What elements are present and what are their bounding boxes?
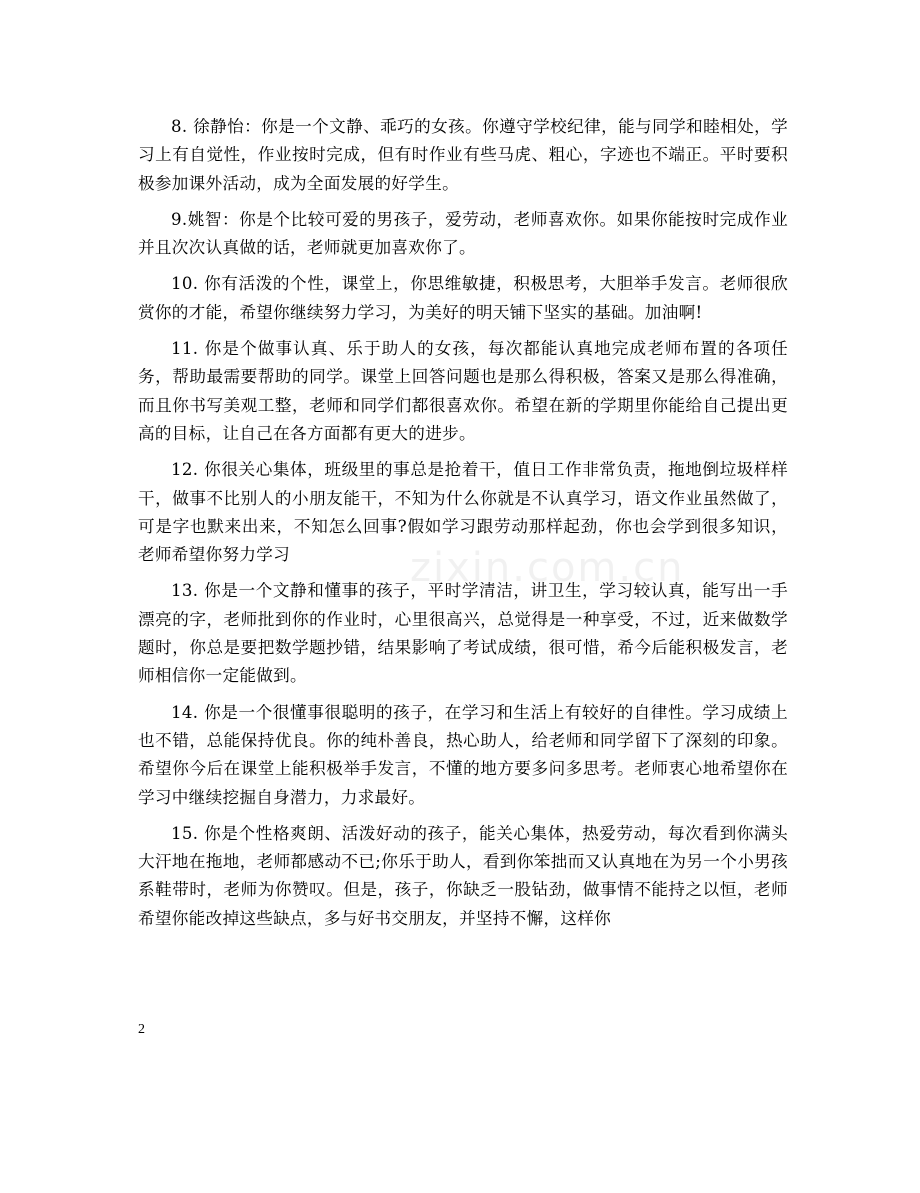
watermark: zixin.com.cn: [410, 545, 685, 591]
page-number: 2: [138, 1022, 145, 1037]
comment-paragraph-14: 14. 你是一个很懂事很聪明的孩子，在学习和生活上有较好的自律性。学习成绩上也不错，总能保持优良。你的纯朴善良，热心助人，给老师和同学留下了深刻的印象。希望你今后在课堂上能积极举手发言，不懂的地方要多问多思考。老师衷心地希望你在学习中继续挖掘自身潜力，力求最好。: [138, 702, 788, 807]
comment-paragraph-13: 13. 你是一个文静和懂事的孩子，平时学清洁，讲卫生，学习较认真，能写出一手漂亮的字，老师批到你的作业时，心里很高兴，总觉得是一种享受，不过，近来做数学题时，你总是要把数学题抄错，结果影响了考试成绩，很可惜，希今后能积极发言，老师相信你一定能做到。: [138, 581, 788, 686]
comment-paragraph-12: 12. 你很关心集体，班级里的事总是抢着干，值日工作非常负责，拖地倒垃圾样样干，做事不比别人的小朋友能干，不知为什么你就是不认真学习，语文作业虽然做了，可是字也默来出来，不知怎么回事?假如学习跟劳动那样起劲，你也会学到很多知识，老师希望你努力学习: [138, 460, 788, 565]
comment-paragraph-15: 15. 你是个性格爽朗、活泼好动的孩子，能关心集体，热爱劳动，每次看到你满头大汗地在拖地，老师都感动不已;你乐于助人，看到你笨拙而又认真地在为另一个小男孩系鞋带时，老师为你赞叹。但是，孩子，你缺乏一股钻劲，做事情不能持之以恒，老师希望你能改掉这些缺点，多与好书交朋友，并坚持不懈，这样你: [138, 823, 788, 928]
comment-paragraph-8: 8. 徐静怡：你是一个文静、乖巧的女孩。你遵守学校纪律，能与同学和睦相处，学习上有自觉性，作业按时完成，但有时作业有些马虎、粗心，字迹也不端正。平时要积极参加课外活动，成为全面发展的好学生。: [138, 117, 788, 193]
comment-paragraph-9: 9.姚智：你是个比较可爱的男孩子，爱劳动，老师喜欢你。如果你能按时完成作业并且次次认真做的话，老师就更加喜欢你了。: [138, 209, 788, 258]
comment-paragraph-11: 11. 你是个做事认真、乐于助人的女孩，每次都能认真地完成老师布置的各项任务，帮助最需要帮助的同学。课堂上回答问题也是那么得积极，答案又是那么得准确，而且你书写美观工整，老师和同学们都很喜欢你。希望在新的学期里你能给自己提出更高的目标，让自己在各方面都有更大的进步。: [138, 339, 788, 443]
document-body: [138, 113, 788, 941]
comment-paragraph-10: 10. 你有活泼的个性，课堂上，你思维敏捷，积极思考，大胆举手发言。老师很欣赏你的才能，希望你继续努力学习，为美好的明天铺下坚实的基础。加油啊!: [138, 274, 788, 322]
